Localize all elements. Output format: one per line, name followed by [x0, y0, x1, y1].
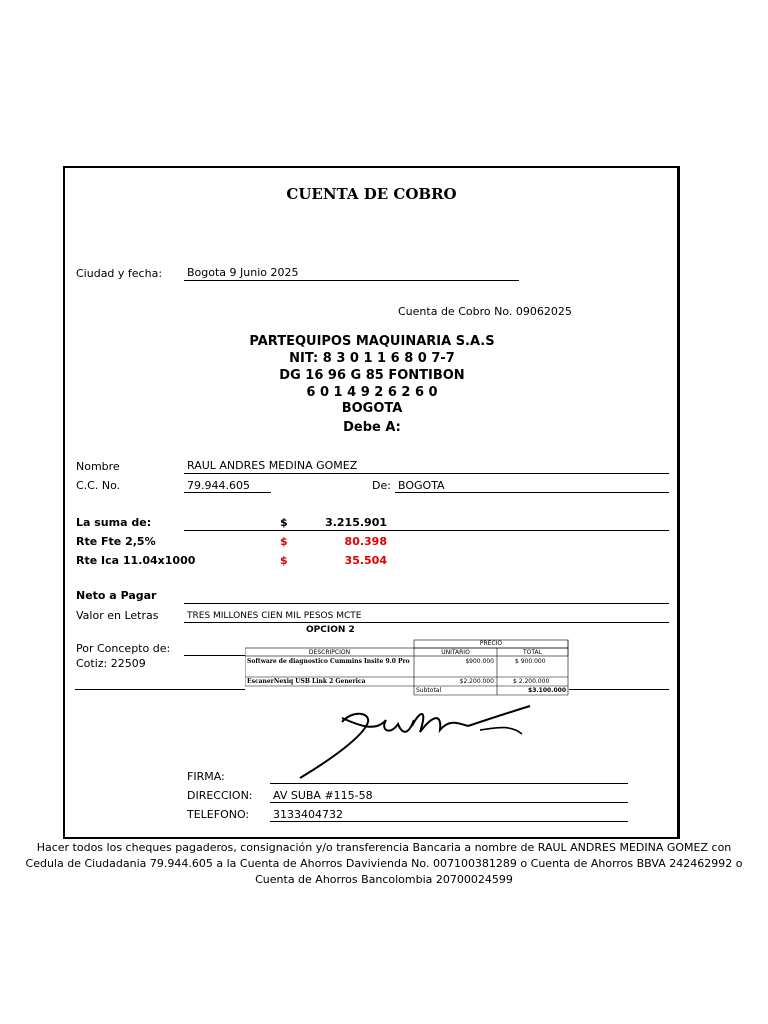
quote-row-unit: $2.200.000 [459, 678, 494, 685]
name-label: Nombre [76, 460, 120, 473]
concept-bottom-line-left [75, 689, 245, 690]
concept-underline [184, 655, 246, 656]
city-date-underline [184, 280, 519, 281]
address-underline [270, 802, 628, 803]
invoice-number: Cuenta de Cobro No. 09062025 [398, 305, 572, 318]
quote-subtotal-label: Subtotal [416, 687, 442, 694]
words-label: Valor en Letras [76, 609, 159, 622]
firma-label: FIRMA: [187, 770, 225, 783]
net-label: Neto a Pagar [76, 589, 157, 602]
quote-col-unit: UNITARIO [441, 649, 470, 656]
address-value: AV SUBA #115-58 [273, 789, 373, 802]
name-value: RAUL ANDRES MEDINA GOMEZ [187, 459, 358, 472]
rteica-currency: $ [280, 554, 288, 567]
quote-col-desc: DESCRIPCION [308, 649, 351, 656]
rteica-value: 35.504 [344, 554, 387, 567]
sum-underline [184, 530, 669, 531]
payment-instructions: Hacer todos los cheques pagaderos, consignación y/o transferencia Bancaria a nombre de RAUL ANDRES MEDINA GOMEZ con Cedula de Ciudadania 79.944.605 a la Cuenta de Ahorros Davivienda No. 007100381289 o Cuenta de Ahorros BBVA 242462992 o Cuenta de Ahorros Bancolombia 20700024599 [25, 841, 743, 886]
quote-row-desc: Software de diagnostico Cummins Insite 9.0 Pro [247, 658, 410, 665]
company-nit: NIT: 8 3 0 1 1 6 8 0 7-7 [289, 351, 455, 366]
sum-currency: $ [280, 516, 288, 529]
rtefte-currency: $ [280, 535, 288, 548]
quote-row-desc: EscanerNexiq USB Link 2 Generica [247, 678, 366, 685]
rteica-label: Rte Ica 11.04x1000 [76, 554, 196, 567]
quote-col-total: TOTAL [522, 649, 543, 656]
phone-value: 3133404732 [273, 808, 343, 821]
quote-row-total: $ 900.000 [515, 658, 546, 665]
company-address: DG 16 96 G 85 FONTIBON [279, 368, 465, 383]
concept-bottom-line-right [569, 689, 669, 690]
cc-underline [184, 492, 271, 493]
quote-row-total: $ 2.200.000 [513, 678, 550, 685]
handwritten-signature [290, 700, 550, 780]
company-phone: 6 0 1 4 9 2 6 2 6 0 [306, 385, 438, 400]
document-title: CUENTA DE COBRO [286, 185, 457, 203]
net-underline [184, 603, 669, 604]
cc-value: 79.944.605 [187, 479, 250, 492]
company-name: PARTEQUIPOS MAQUINARIA S.A.S [249, 334, 495, 349]
from-underline [395, 492, 669, 493]
address-label: DIRECCION: [187, 789, 253, 802]
name-underline [184, 473, 669, 474]
quote-ref: Cotiz: 22509 [76, 657, 146, 670]
quote-table [245, 636, 569, 696]
city-date-label: Ciudad y fecha: [76, 267, 163, 280]
words-value: TRES MILLONES CIEN MIL PESOS MCTE [187, 611, 362, 621]
cc-label: C.C. No. [76, 479, 121, 492]
quote-price-header: PRECIO [479, 640, 503, 647]
company-city: BOGOTA [341, 401, 403, 416]
sum-value: 3.215.901 [325, 516, 387, 529]
option-title: OPCION 2 [306, 625, 355, 635]
rtefte-value: 80.398 [344, 535, 387, 548]
owes-to-label: Debe A: [343, 420, 401, 435]
quote-subtotal-value: $3.100.000 [528, 687, 566, 694]
quote-row-unit: $900.000 [465, 658, 494, 665]
phone-label: TELEFONO: [187, 808, 250, 821]
phone-underline [270, 821, 628, 822]
firma-underline [270, 783, 628, 784]
rtefte-label: Rte Fte 2,5% [76, 535, 156, 548]
concept-label: Por Concepto de: [76, 642, 171, 655]
city-date-value: Bogota 9 Junio 2025 [187, 266, 299, 279]
sum-label: La suma de: [76, 516, 152, 529]
from-value: BOGOTA [398, 479, 445, 492]
words-underline [184, 622, 669, 623]
from-label: De: [372, 479, 391, 492]
